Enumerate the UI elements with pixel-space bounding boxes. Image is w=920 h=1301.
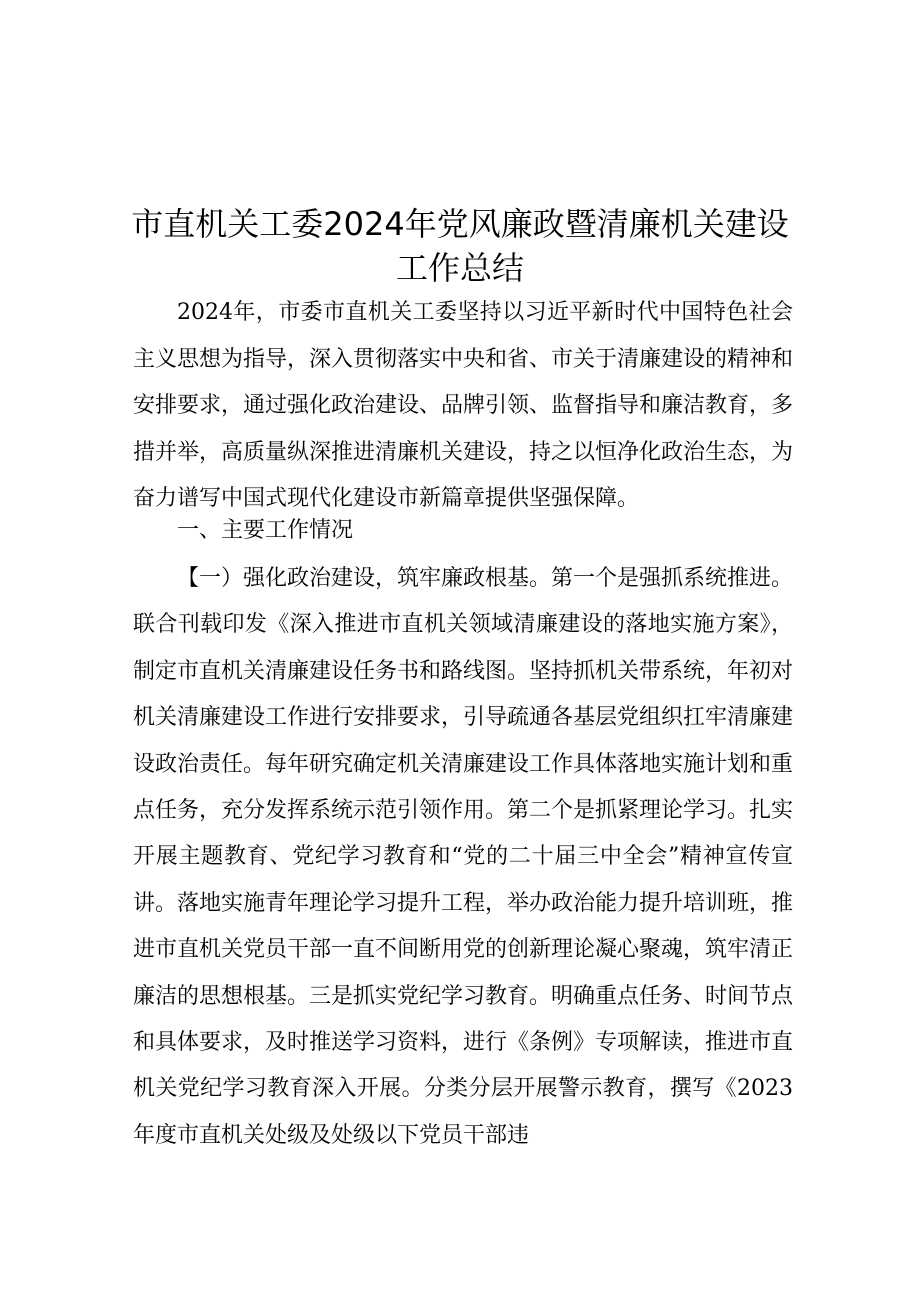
section-paragraph: 【一）强化政治建设，筑牢廉政根基。第一个是强抓系统推进。联合刊载印发《深入推进市直机关领域清廉建设的落地实施方案》，制定市直机关清廉建设任务书和路线图。坚持抓机关带系统，年初对机关清廉建设工作进行安排要求，引导疏通各基层党组织扛牢清廉建设政治责任。每年研究确定机关清廉建设工作具体落地实施计划和重点任务，充分发挥系统示范引领作用。第二个是抓紧理论学习。扎实开展主题教育、党纪学习教育和“党的二十届三中全会”精神宣传宣讲。落地实施青年理论学习提升工程，举办政治能力提升培训班，推进市直机关党员干部一直不间断用党的创新理论凝心聚魂，筑牢清正廉洁的思想根基。三是抓实党纪学习教育。明确重点任务、时间节点和具体要求，及时推送学习资料，进行《条例》专项解读，推进市直机关党纪学习教育深入开展。分类分层开展警示教育，撰写《2023年度市直机关处级及处级以下党员干部违	[133, 566, 794, 1148]
section-heading: 一、主要工作情况	[177, 518, 354, 543]
intro-paragraph: 2024年，市委市直机关工委坚持以习近平新时代中国特色社会主义思想为指导，深入贯彻落实中央和省、市关于清廉建设的精神和安排要求，通过强化政治建设、品牌引领、监督指导和廉洁教育，多措并举，高质量纵深推进清廉机关建设，持之以恒净化政治生态，为奋力谱写中国式现代化建设市新篇章提供坚强保障。	[133, 300, 794, 511]
document-title-line-1: 市直机关工委2024年党风廉政暨清廉机关建设	[131, 205, 789, 243]
document-title-line-2: 工作总结	[395, 249, 524, 287]
